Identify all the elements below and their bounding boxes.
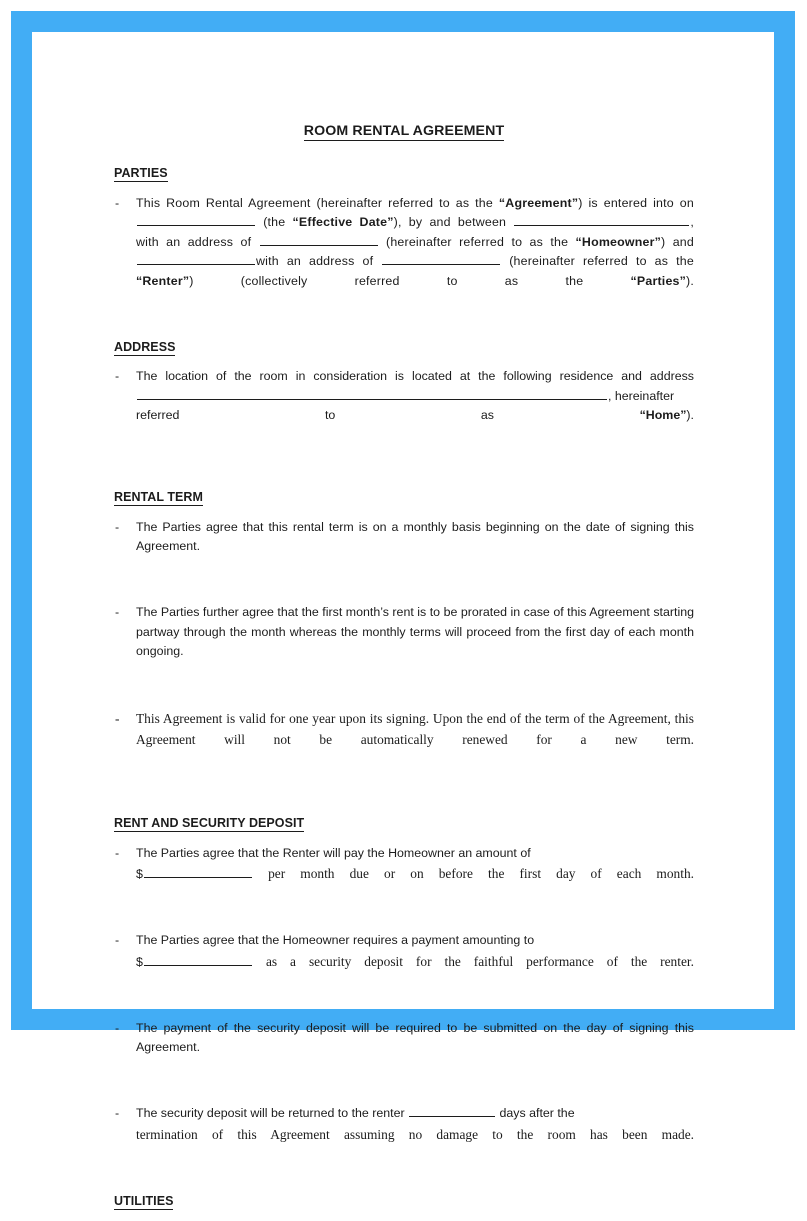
rent-4-frag-b: days after the xyxy=(499,1106,575,1121)
parties-frag-f: (hereinafter referred to as the xyxy=(386,234,576,249)
blank-effective-date[interactable] xyxy=(137,214,255,227)
bullet-dash: - xyxy=(115,519,120,534)
rent-1-frag-c: per month due or on before the first day of each month. xyxy=(268,866,694,882)
address-frag-b: , hereinafter xyxy=(608,388,675,403)
spacer xyxy=(114,784,694,814)
rent-2-frag-c: as a security deposit for the faithful performance of the renter. xyxy=(265,953,694,969)
page-border-frame xyxy=(11,11,795,1208)
rent-1-frag-a: The Parties agree that the Renter will pay the Homeowner an amount of xyxy=(136,845,531,860)
spacer xyxy=(114,324,694,338)
rent-2-frag-a: The Parties agree that the Homeowner requires a payment amounting to xyxy=(136,933,535,948)
section-heading-rent-and-security-deposit-text: RENT AND SECURITY DEPOSIT xyxy=(114,816,305,831)
parties-frag-g: ) and xyxy=(661,234,694,249)
term-homeowner: “Homeowner” xyxy=(575,234,662,249)
rent-4-frag-c: termination of this Agreement assuming no damage to the room has been made. xyxy=(136,1126,694,1142)
spacer xyxy=(114,694,694,708)
rental-term-2-text: The Parties further agree that the first month’s rent is to be prorated in case of this Agreement starting partway through the month whereas the monthly terms will proceed from the first day of each month ongoing. xyxy=(136,605,694,659)
bullet-dash: - xyxy=(115,369,120,384)
address-frag-a: The location of the room in consideration is located at the following residence and address xyxy=(136,369,694,384)
comma-1: , xyxy=(690,215,694,230)
bullet-rent-1 xyxy=(114,844,694,904)
bullet-dash: - xyxy=(115,933,120,948)
bullet-parties-1 xyxy=(114,194,694,311)
section-heading-address xyxy=(114,338,694,358)
section-heading-parties-text: PARTIES xyxy=(114,166,168,181)
spacer xyxy=(114,1005,694,1019)
term-effective-date: “Effective Date” xyxy=(292,215,394,230)
rent-3-text: The payment of the security deposit will be required to be submitted on the day of signing this Agreement. xyxy=(136,1020,694,1055)
parties-frag-c: (the xyxy=(263,215,293,230)
parties-frag-e: with an address of xyxy=(136,234,252,249)
blank-home-address[interactable] xyxy=(137,387,607,400)
blank-homeowner-name[interactable] xyxy=(514,214,689,227)
blank-renter-address[interactable] xyxy=(382,253,500,266)
bullet-rental-term-3 xyxy=(114,708,694,771)
term-renter: “Renter” xyxy=(136,273,190,288)
rent-1-currency: $ xyxy=(136,867,143,882)
rental-term-1-text: The Parties agree that this rental term is on a monthly basis beginning on the date of signing this Agreement. xyxy=(136,519,694,554)
document-title-text: ROOM RENTAL AGREEMENT xyxy=(303,123,505,139)
section-heading-address-text: ADDRESS xyxy=(114,339,176,354)
parties-frag-a: This Room Rental Agreement (hereinafter referred to as the xyxy=(136,195,499,210)
term-agreement: “Agreement” xyxy=(498,195,579,210)
bullet-dash: - xyxy=(115,195,120,210)
address-frag-d: ). xyxy=(686,408,694,423)
bullet-dash: - xyxy=(115,605,120,620)
blank-security-deposit-amount[interactable] xyxy=(144,953,252,966)
term-home: “Home” xyxy=(639,408,687,423)
parties-frag-h: with an address of xyxy=(256,254,374,269)
bullet-rental-term-1 xyxy=(114,518,694,576)
blank-homeowner-address[interactable] xyxy=(260,233,378,246)
document-body xyxy=(114,120,694,1221)
spacer xyxy=(114,1178,694,1192)
bullet-dash: - xyxy=(115,1106,120,1121)
rental-term-3-text: This Agreement is valid for one year upon its signing. Upon the end of the term of the Agreement, this Agreement will not be automatically renewed for a new term. xyxy=(136,711,694,748)
bullet-dash: - xyxy=(115,711,120,727)
bullet-rent-2 xyxy=(114,931,694,991)
bullet-rent-3 xyxy=(114,1019,694,1077)
blank-deposit-return-days[interactable] xyxy=(409,1104,495,1117)
bullet-address-1 xyxy=(114,367,694,445)
section-heading-utilities xyxy=(114,1192,694,1212)
rent-2-currency: $ xyxy=(136,954,143,969)
section-heading-rental-term xyxy=(114,488,694,508)
blank-renter-name[interactable] xyxy=(137,253,255,266)
rent-4-frag-a: The security deposit will be returned to the renter xyxy=(136,1106,405,1121)
blank-monthly-rent-amount[interactable] xyxy=(144,866,252,879)
bullet-rental-term-2 xyxy=(114,603,694,681)
spacer xyxy=(114,458,694,488)
term-parties: “Parties” xyxy=(630,273,687,288)
section-heading-rental-term-text: RENTAL TERM xyxy=(114,490,203,505)
document-title xyxy=(114,120,694,142)
spacer xyxy=(114,589,694,603)
address-frag-c: referred to as xyxy=(136,408,640,423)
section-heading-utilities-text: UTILITIES xyxy=(114,1193,174,1208)
spacer xyxy=(114,1090,694,1104)
parties-frag-d: ), by and between xyxy=(393,215,507,230)
bullet-dash: - xyxy=(115,845,120,860)
section-heading-parties xyxy=(114,164,694,184)
parties-frag-j: ) (collectively referred to as the xyxy=(189,273,631,288)
bullet-dash: - xyxy=(115,1020,120,1035)
parties-frag-b: ) is entered into on xyxy=(578,195,694,210)
document-sheet xyxy=(32,32,774,1208)
spacer xyxy=(114,917,694,931)
parties-frag-k: ). xyxy=(686,273,694,288)
section-heading-rent-and-security-deposit xyxy=(114,814,694,834)
bullet-rent-4 xyxy=(114,1104,694,1164)
parties-frag-i: (hereinafter referred to as the xyxy=(509,254,694,269)
